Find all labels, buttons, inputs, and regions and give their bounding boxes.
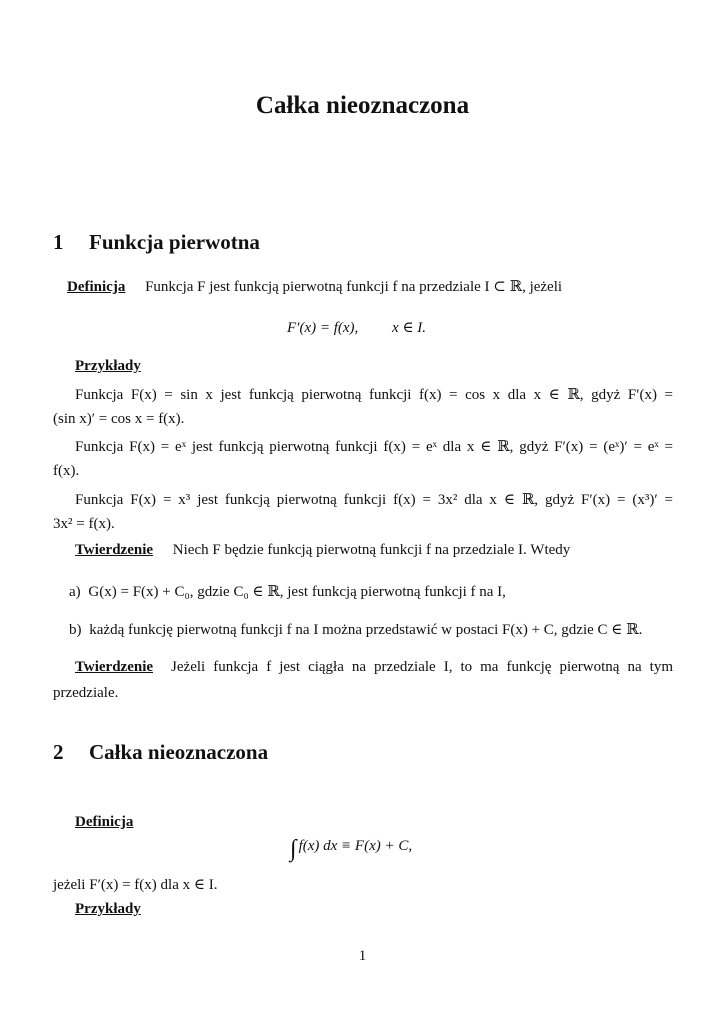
theorem-1-text: Niech F będzie funkcją pierwotną funkcji f na przedziale I. Wtedy <box>172 542 571 558</box>
theorem-2 <box>75 659 673 676</box>
theorem-1-item-b-text: każdą funkcję pierwotną funkcji f na I można przedstawić w postaci F(x) + C, gdzie C ∈ ℝ. <box>89 622 643 638</box>
definition-1 <box>67 277 562 296</box>
example-3-line-1: Funkcja F(x) = x³ jest funkcją pierwotną funkcji f(x) = 3x² dla x ∈ ℝ, gdyż F′(x) = (x³)′ = <box>75 492 673 508</box>
definition-2-label: Definicja <box>75 814 134 830</box>
examples-1-label: Przykłady <box>75 358 141 374</box>
theorem-2-label: Twierdzenie <box>75 659 154 675</box>
definition-1-formula-block <box>287 318 426 337</box>
section-2-number: 2 <box>53 740 64 764</box>
definition-2-condition: jeżeli F′(x) = f(x) dla x ∈ I. <box>53 877 218 893</box>
section-2-heading <box>53 740 268 765</box>
theorem-1 <box>75 542 570 559</box>
theorem-1-item-a-marker: a) <box>69 584 81 600</box>
page-title: Całka nieoznaczona <box>255 92 470 119</box>
example-1-line-1: Funkcja F(x) = sin x jest funkcją pierwotną funkcji f(x) = cos x dla x ∈ ℝ, gdyż F′(x) = <box>75 387 673 403</box>
theorem-1-item-b <box>69 620 642 639</box>
section-2-title: Całka nieoznaczona <box>89 740 269 764</box>
section-1-heading <box>53 230 260 255</box>
example-2-line-2: f(x). <box>53 463 80 479</box>
integral-formula: f(x) dx ≡ F(x) + C, <box>298 838 413 854</box>
theorem-1-label: Twierdzenie <box>75 542 154 558</box>
definition-1-label: Definicja <box>67 279 126 295</box>
integral-formula-block <box>290 836 412 863</box>
example-1-line-2: (sin x)′ = cos x = f(x). <box>53 411 185 427</box>
page-number: 1 <box>358 948 367 964</box>
definition-1-condition: x ∈ I. <box>392 320 427 336</box>
section-1-number: 1 <box>53 230 64 254</box>
theorem-2-line-2: przedziale. <box>53 685 119 701</box>
theorem-2-line-1: Jeżeli funkcja f jest ciągła na przedziale I, to ma funkcję pierwotną na tym <box>171 659 673 675</box>
integral-sign: ∫ <box>290 836 297 862</box>
definition-1-formula: F′(x) = f(x), <box>287 320 359 336</box>
example-3-line-2: 3x² = f(x). <box>53 516 115 532</box>
definition-1-text: Funkcja F jest funkcją pierwotną funkcji f na przedziale I ⊂ ℝ, jeżeli <box>145 279 563 295</box>
theorem-1-item-b-marker: b) <box>69 622 82 638</box>
section-1-title: Funkcja pierwotna <box>89 230 260 254</box>
examples-2-label: Przykłady <box>75 901 141 917</box>
example-2-line-1: Funkcja F(x) = eˣ jest funkcją pierwotną funkcji f(x) = eˣ dla x ∈ ℝ, gdyż F′(x) = (eˣ)′ = eˣ = <box>75 439 673 455</box>
theorem-1-item-a-text: G(x) = F(x) + C₀, gdzie C₀ ∈ ℝ, jest funkcją pierwotną funkcji f na I, <box>88 584 506 600</box>
theorem-1-item-a <box>69 582 506 601</box>
